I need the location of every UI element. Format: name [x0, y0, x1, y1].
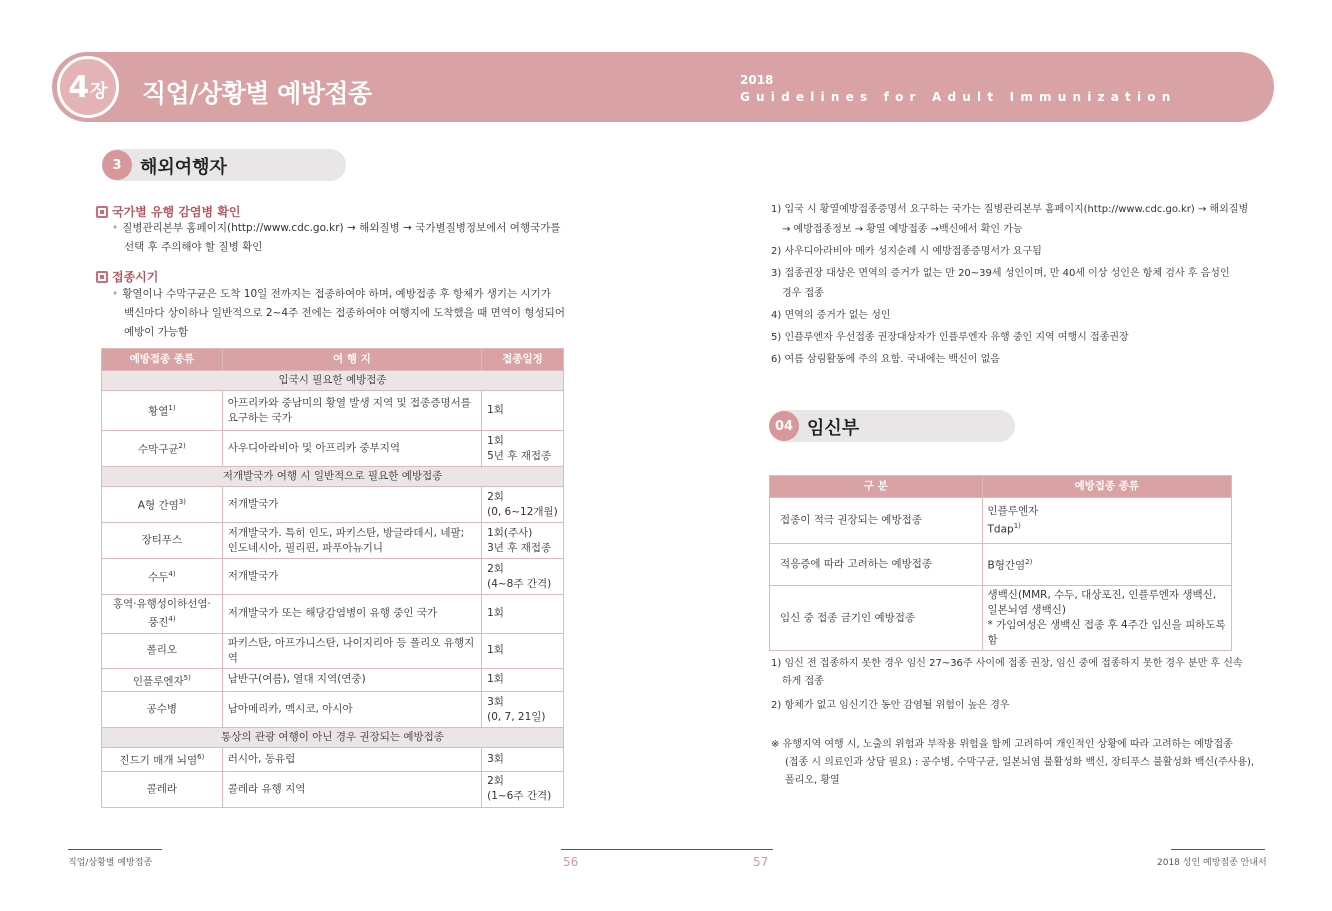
pregnancy-vaccine-table [769, 475, 1232, 651]
table-category-row: 입국시 필요한 예방접종 [102, 371, 564, 391]
section-title: 해외여행자 [140, 157, 227, 178]
table-row: 진드기 매개 뇌염$^{6)}$ 러시아, 동유럽 3회 [102, 748, 564, 772]
footer-right-label: 2018 성인 예방접종 안내서 [1157, 858, 1267, 868]
travel-footnotes: 1) 입국 시 황열예방접종증명서 요구하는 국가는 질병관리본부 홈페이지(http://www.cdc.go.kr) → 해외질병 → 예방접종정보 → 황열 예방접종 →백신에서 확인 가능 2) 사우디아라비아 메카 성지순례 시 예방접종증명서가 요구됨 3) 접종권장 대상은 면역의 증거가 없는 만 20~39세 성인이며, 만 40세 이상 성인은 항체 검사 후 음성인 경우 접종 4) 면역의 증거가 없는 성인 5) 인플루엔자 우선접종 권장대상자가 인플루엔자 유행 중인 지역 여행시 접종권장 6) 여름 삼림활동에 주의 요함. 국내에는 백신이 없음 [771, 204, 1249, 365]
page-number-left: 56 [563, 855, 579, 869]
guideline-year: 2018 [740, 73, 774, 87]
table-row: 홍역·유행성이하선염· 풍진$^{4)}$ 저개발국가 또는 해당감염병이 유행 중인 국가 1회 [102, 595, 564, 634]
table-header-row: 예방접종 종류 여 행 지 접종일정 [102, 349, 564, 371]
travel-vaccine-table [101, 348, 564, 808]
table-row: A형 간염$^{3)}$ 저개발국가 2회 (0, 6~12개월) [102, 487, 564, 523]
footer-left-label: 직업/상황별 예방접종 [68, 858, 153, 868]
table-row: 황열$^{1)}$ 아프리카와 중남미의 황열 발생 지역 및 접종증명서를 요구하는 국가 1회 [102, 391, 564, 431]
section-title: 임신부 [807, 418, 860, 439]
table-category-row: 통상의 관광 여행이 아닌 경우 권장되는 예방접종 [102, 728, 564, 748]
subheading-timing: 접종시기 [96, 268, 158, 285]
table-row: 적응증에 따라 고려하는 예방접종 B형간염$^{2)}$ [770, 544, 1232, 586]
table-row: 폴리오 파키스탄, 아프가니스탄, 나이지리아 등 폴리오 유행지역 1회 [102, 633, 564, 668]
table-row: 임신 중 접종 금기인 예방접종 생백신(MMR, 수두, 대상포진, 인플루엔자 생백신, 일본뇌염 생백신) * 가임여성은 생백신 접종 후 4주간 임신을 피하도록 함 [770, 586, 1232, 651]
footer-rule [68, 849, 162, 850]
guideline-title: Guidelines for Adult Immunization [740, 90, 1177, 104]
subheading-country-disease: 국가별 유행 감염병 확인 [96, 203, 240, 220]
chapter-number: 4 [68, 69, 90, 105]
page-number-right: 57 [753, 855, 769, 869]
section-pregnant [769, 410, 1015, 442]
chapter-title: 직업/상황별 예방접종 [142, 79, 372, 108]
footer-rule [561, 849, 773, 850]
paragraph-country-disease: • 질병관리본부 홈페이지(http://www.cdc.go.kr) → 해외질병 → 국가별질병정보에서 여행국가를 선택 후 주의해야 할 질병 확인 [112, 222, 561, 253]
section-number: 04 [769, 411, 799, 441]
paragraph-timing: • 황열이나 수막구균은 도착 10일 전까지는 접종하여야 하며, 예방접종 후 항체가 생기는 시기가 백신마다 상이하나 일반적으로 2~4주 전에는 접종하여야 여행지에 도착했을 때 면역이 형성되어 예방이 가능함 [112, 288, 565, 338]
section-number: 3 [102, 150, 132, 180]
table-row: 장티푸스 저개발국가. 특히 인도, 파키스탄, 방글라데시, 네팔; 인도네시아, 필리핀, 파푸아뉴기니 1회(주사) 3년 후 재접종 [102, 523, 564, 559]
square-bullet-icon [96, 271, 108, 283]
table-row: 공수병 남아메리카, 멕시코, 아시아 3회 (0, 7, 21일) [102, 692, 564, 728]
table-row: 인플루엔자$^{5)}$ 남반구(여름), 열대 지역(연중) 1회 [102, 668, 564, 692]
remark-note: ※ 유행지역 여행 시, 노출의 위험과 부작용 위험을 함께 고려하여 개인적인 상황에 따라 고려하는 예방접종 (접종 시 의료인과 상담 필요) : 공수병, 수막구균, 일본뇌염 불활성화 백신, 장티푸스 불활성화 백신(주사용), 폴리오, 황열 [771, 739, 1255, 786]
table-row: 콜레라 콜레라 유행 지역 2회 (1~6주 간격) [102, 771, 564, 807]
section-travelers [102, 149, 346, 181]
chapter-badge [57, 56, 119, 118]
footer-rule [1171, 849, 1265, 850]
table-row: 접종이 적극 권장되는 예방접종 인플루엔자 Tdap$^{1)}$ [770, 498, 1232, 544]
square-bullet-icon [96, 206, 108, 218]
dot-icon: • [112, 222, 119, 234]
dot-icon: • [112, 288, 119, 300]
table-category-row: 저개발국가 여행 시 일반적으로 필요한 예방접종 [102, 467, 564, 487]
table-header-row: 구 분 예방접종 종류 [770, 476, 1232, 498]
chapter-suffix: 장 [90, 81, 108, 102]
table-row: 수두$^{4)}$ 저개발국가 2회 (4~8주 간격) [102, 559, 564, 595]
pregnancy-footnotes: 1) 임신 전 접종하지 못한 경우 임신 27~36주 사이에 접종 권장, 임신 중에 접종하지 못한 경우 분만 후 신속 하게 접종 2) 항체가 없고 임신기간 동안 감염될 위험이 높은 경우 [771, 658, 1243, 711]
table-row: 수막구균$^{2)}$ 사우디아라비아 및 아프리카 중부지역 1회 5년 후 재접종 [102, 431, 564, 467]
